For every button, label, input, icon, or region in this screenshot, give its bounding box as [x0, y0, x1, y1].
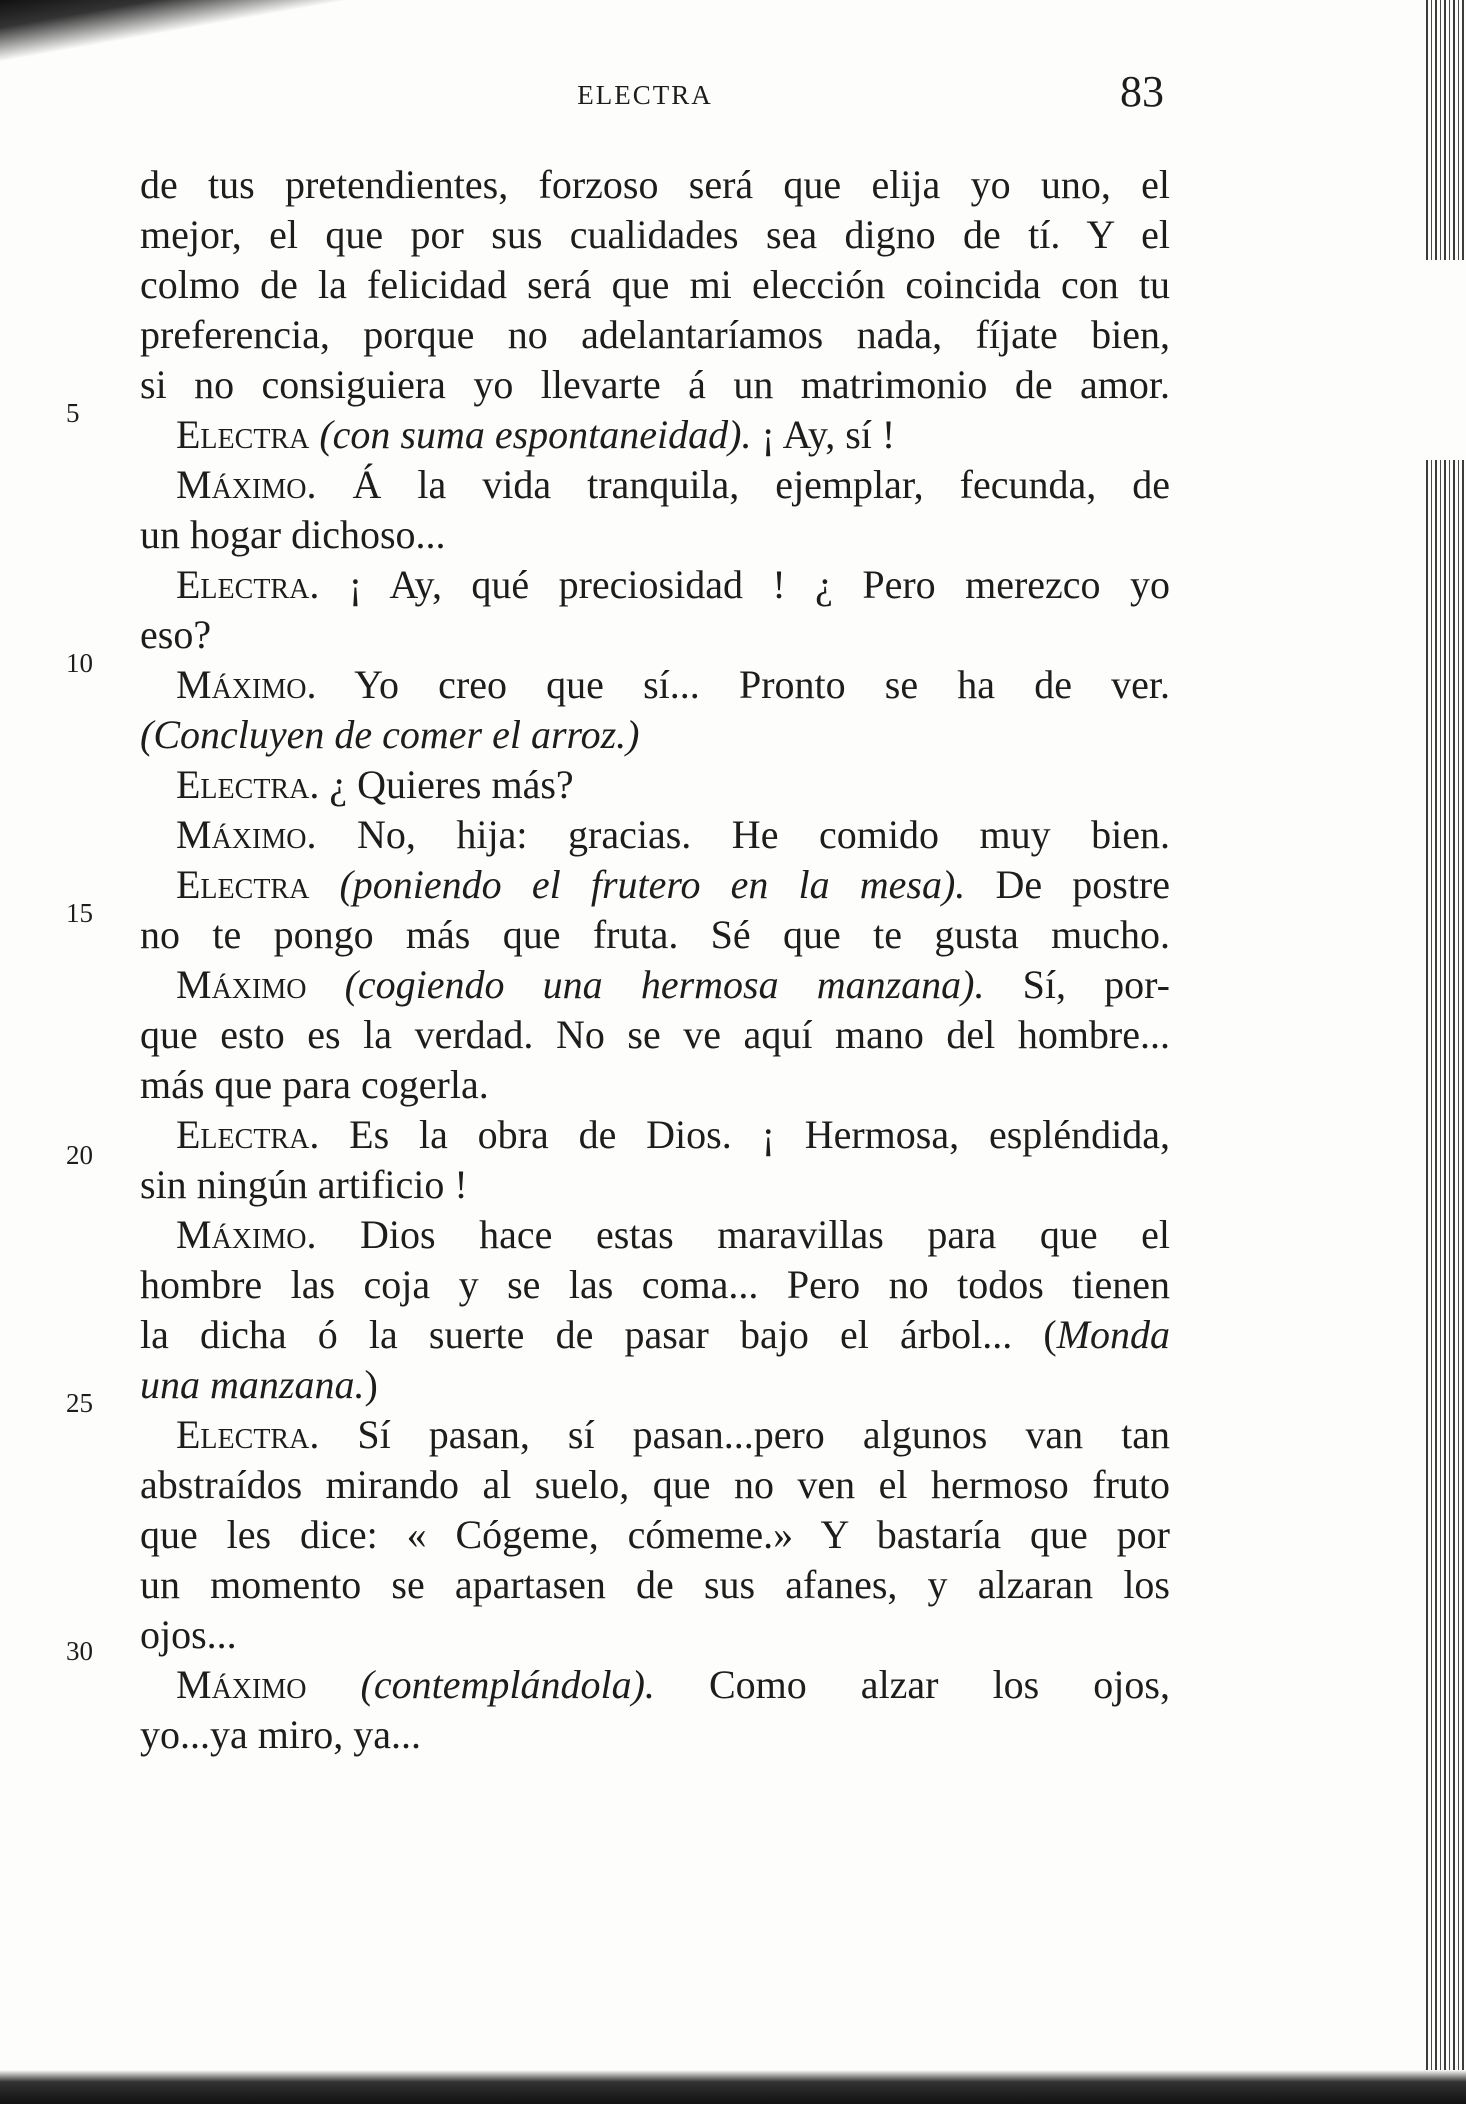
text-line: yo...ya miro, ya...: [140, 1712, 422, 1757]
speaker-name: Electra.: [176, 562, 320, 607]
text-line: mejor, el que por sus cualidades sea digno de tí. Y el: [140, 212, 1170, 257]
speech-text: ¡ Ay, sí !: [751, 412, 896, 457]
speaker-name: Máximo.: [176, 812, 317, 857]
text-line: más que para cogerla.: [140, 1062, 489, 1107]
speech-text: ): [364, 1362, 378, 1407]
stage-direction: (poniendo el frutero en la mesa).: [339, 862, 966, 907]
text-line: sin ningún artificio !: [140, 1162, 468, 1207]
speech-text: Como alzar los ojos,: [654, 1662, 1170, 1707]
text-line: que les dice: « Cógeme, cómeme.» Y bastaría que por: [140, 1512, 1170, 1557]
text-line: hombre las coja y se las coma... Pero no todos tienen: [140, 1262, 1170, 1307]
speech-text: Á la vida tranquila, ejemplar, fecunda, de: [316, 462, 1170, 507]
speaker-name: Electra: [176, 412, 310, 457]
speech-text: ¡ Ay, qué preciosidad ! ¿ Pero merezco yo: [319, 562, 1170, 607]
text-line: un momento se apartasen de sus afanes, y alzaran los: [140, 1562, 1170, 1607]
text-line: un hogar dichoso...: [140, 512, 446, 557]
dialogue-line: [140, 410, 1170, 460]
text-line: de tus pretendientes, forzoso será que elija yo uno, el: [140, 162, 1170, 207]
stage-direction: (cogiendo una hermosa manzana).: [344, 962, 985, 1007]
text-line: preferencia, porque no adelantaríamos nada, fíjate bien,: [140, 312, 1170, 357]
line-number: 5: [66, 398, 80, 428]
dialogue-line: [140, 1660, 1170, 1710]
speaker-name: Máximo.: [176, 1212, 317, 1257]
stage-direction: una manzana.: [140, 1362, 365, 1407]
running-title: ELECTRA: [577, 80, 713, 110]
stage-direction: (Concluyen de comer el arroz.): [140, 712, 640, 757]
speaker-name: Electra.: [176, 762, 320, 807]
line-number: 25: [66, 1388, 93, 1418]
dialogue-line: [140, 1410, 1170, 1460]
text-line: no te pongo más que fruta. Sé que te gusta mucho.: [140, 912, 1170, 957]
speaker-name: Electra.: [176, 1112, 320, 1157]
speaker-name: Máximo: [176, 1662, 307, 1707]
speech-text: la dicha ó la suerte de pasar bajo el árbol... (: [140, 1312, 1057, 1357]
dialogue-line: [140, 860, 1170, 910]
page-number: 83: [1120, 67, 1164, 116]
speaker-name: Máximo.: [176, 462, 317, 507]
stage-direction: (contemplándola).: [360, 1662, 655, 1707]
text-line: abstraídos mirando al suelo, que no ven el hermoso fruto: [140, 1462, 1170, 1507]
line-number: 20: [66, 1140, 93, 1170]
dialogue-line: [140, 960, 1170, 1010]
line-number: 15: [66, 898, 93, 928]
text-line: colmo de la felicidad será que mi elección coincida con tu: [140, 262, 1170, 307]
text-line: si no consiguiera yo llevarte á un matrimonio de amor.: [140, 362, 1170, 407]
dialogue-line: [140, 560, 1170, 610]
speech-text: Sí, por-: [984, 962, 1170, 1007]
scan-bottom-edge: [0, 2070, 1466, 2104]
dialogue-line: [140, 660, 1170, 710]
dialogue-line: [140, 760, 1170, 810]
speech-text: Dios hace estas maravillas para que el: [316, 1212, 1170, 1257]
speech-text: Es la obra de Dios. ¡ Hermosa, espléndida,: [319, 1112, 1170, 1157]
speaker-name: Máximo.: [176, 662, 317, 707]
speaker-name: Electra.: [176, 1412, 320, 1457]
speech-text: ¿ Quieres más?: [319, 762, 574, 807]
scan-corner-shadow: [0, 0, 380, 70]
speech-text: Sí pasan, sí pasan...pero algunos van tan: [319, 1412, 1170, 1457]
text-line: [140, 1360, 1170, 1410]
line-number: 30: [66, 1636, 93, 1666]
text-line: [140, 1310, 1170, 1360]
line-number: 10: [66, 648, 93, 678]
speech-text: No, hija: gracias. He comido muy bien.: [316, 812, 1170, 857]
speaker-name: Electra: [176, 862, 310, 907]
dialogue-line: [140, 1110, 1170, 1160]
dialogue-line: [140, 460, 1170, 510]
stage-direction: Monda: [1056, 1312, 1170, 1357]
stage-direction: (con suma espontaneidad).: [319, 412, 752, 457]
text-line: que esto es la verdad. No se ve aquí mano del hombre...: [140, 1012, 1170, 1057]
speaker-name: Máximo: [176, 962, 307, 1007]
dialogue-line: [140, 810, 1170, 860]
speech-text: Yo creo que sí... Pronto se ha de ver.: [316, 662, 1170, 707]
scan-right-edge-gap: [1426, 260, 1466, 460]
text-line: eso?: [140, 612, 212, 657]
dialogue-line: [140, 1210, 1170, 1260]
text-line: ojos...: [140, 1612, 237, 1657]
speech-text: De postre: [965, 862, 1171, 907]
